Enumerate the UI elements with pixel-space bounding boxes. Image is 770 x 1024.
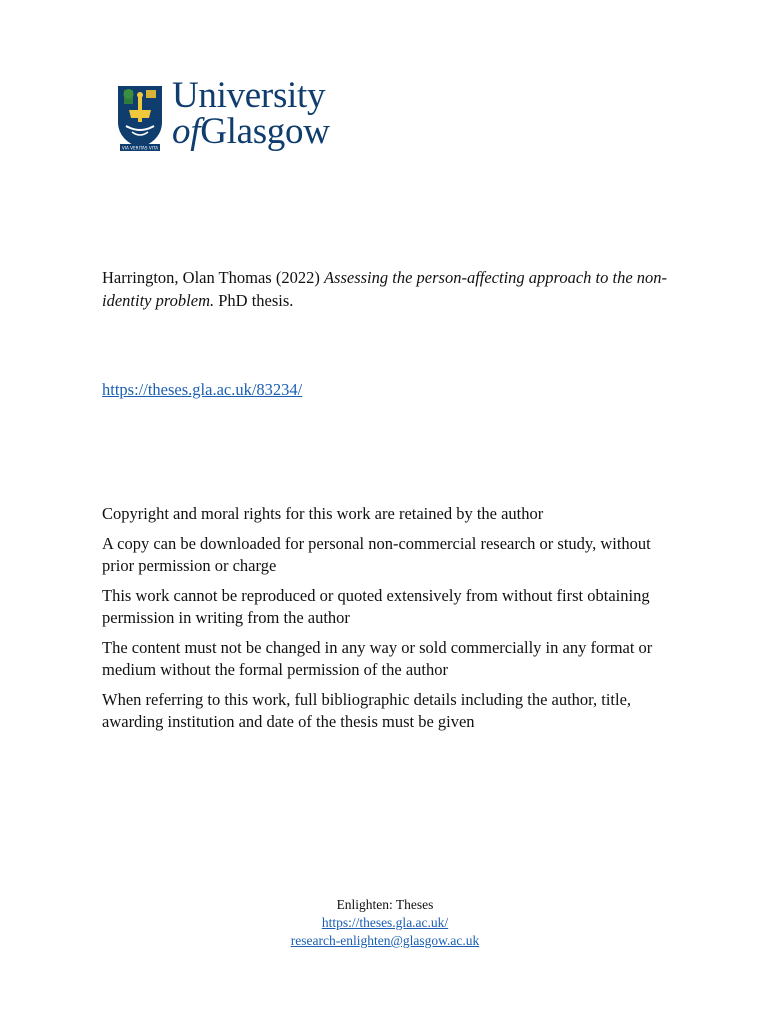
- rights-item: Copyright and moral rights for this work are retained by the author: [102, 504, 544, 523]
- logo-line-glasgow: [172, 111, 330, 152]
- footer-url-link[interactable]: https://theses.gla.ac.uk/: [321, 915, 449, 930]
- citation-title: Assessing the person-affecting approach to the non-identity problem.: [102, 268, 668, 310]
- logo-wordmark: [172, 75, 330, 152]
- citation-author-year: Harrington, Olan Thomas (2022): [102, 268, 324, 287]
- rights-item: A copy can be downloaded for personal non-commercial research or study, without prior permission or charge: [102, 534, 651, 575]
- rights-statement: [102, 503, 682, 741]
- logo-glasgow: Glasgow: [200, 111, 330, 152]
- rights-item: When referring to this work, full bibliographic details including the author, title, awarding institution and date of the thesis must be given: [102, 690, 632, 731]
- citation-type: PhD thesis.: [214, 291, 294, 310]
- citation: [102, 266, 682, 312]
- university-logo: [116, 75, 348, 154]
- thesis-link[interactable]: https://theses.gla.ac.uk/83234/: [102, 380, 303, 399]
- rights-item: This work cannot be reproduced or quoted extensively from without first obtaining permission in writing from the author: [102, 586, 650, 627]
- footer-email-link[interactable]: research-enlighten@glasgow.ac.uk: [290, 933, 480, 948]
- logo-line-university: University: [172, 75, 326, 116]
- footer: [0, 896, 770, 950]
- logo-of: of: [172, 111, 201, 152]
- crest-motto: VIA VERITAS VITA: [121, 145, 159, 151]
- footer-name: Enlighten: Theses: [336, 897, 434, 912]
- rights-item: The content must not be changed in any way or sold commercially in any format or medium without the formal permission of the author: [102, 638, 653, 679]
- crest-icon: [116, 84, 164, 152]
